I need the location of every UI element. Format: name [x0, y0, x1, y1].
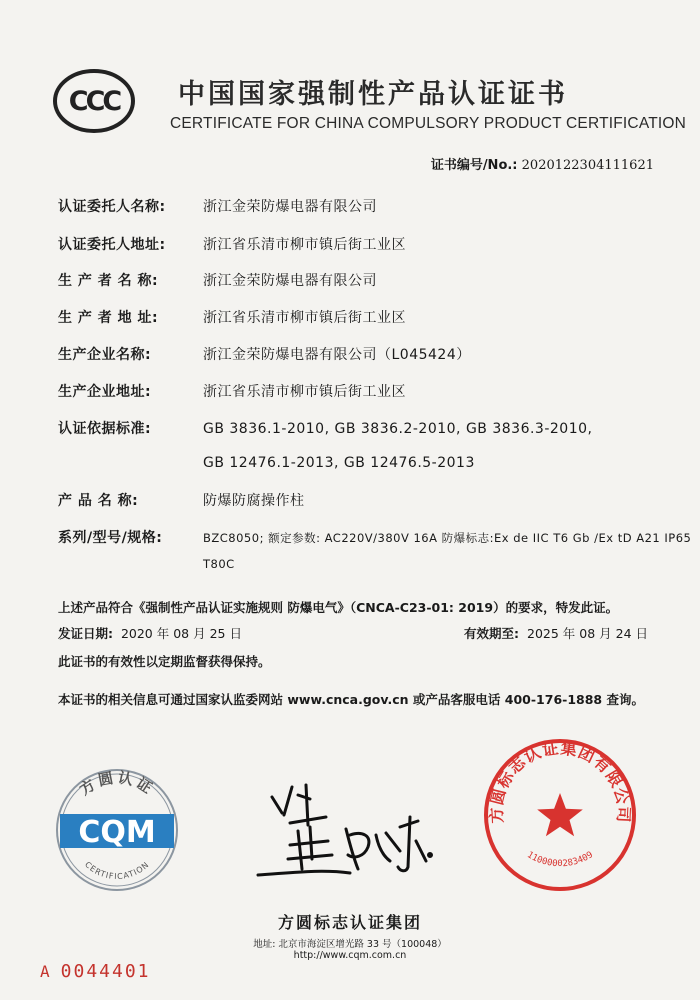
- cqm-letters: CQM: [78, 815, 156, 850]
- seal-code: 1100000283409: [525, 850, 595, 870]
- certificate-number-value: 2020122304111621: [521, 158, 654, 173]
- certificate-number-label: 证书编号/No.:: [430, 158, 518, 173]
- field-manufacturer-name: [58, 270, 377, 290]
- official-seal: [480, 735, 640, 895]
- cqm-logo: [52, 762, 182, 897]
- issuer-name: 方圆标志认证集团: [277, 913, 422, 932]
- svg-text:方圆认证: [76, 768, 158, 798]
- query-note: 本证书的相关信息可通过国家认监委网站 www.cnca.gov.cn 或产品客服电话 400-176-1888 查询。: [58, 692, 644, 707]
- field-label: 生 产 者 地 址:: [58, 310, 159, 326]
- serial-value: 0044401: [60, 961, 151, 982]
- field-label: 生 产 者 名 称:: [58, 273, 159, 289]
- validity-note: 此证书的有效性以定期监督获得保持。: [58, 654, 271, 669]
- field-label: 认证依据标准:: [58, 421, 152, 437]
- field-label: 产 品 名 称:: [58, 493, 139, 509]
- serial-prefix: A: [40, 962, 51, 981]
- issue-date-label: 发证日期:: [58, 626, 113, 641]
- issuer-address: 地址: 北京市海淀区增光路 33 号（100048）: [253, 939, 447, 950]
- certificate-number: [431, 154, 654, 173]
- expiry-date-value: 2025 年 08 月 24 日: [527, 626, 648, 641]
- title-english: CERTIFICATE FOR CHINA COMPULSORY PRODUCT CERTIFICATION: [170, 115, 687, 132]
- field-label: 生产企业地址:: [58, 384, 152, 400]
- issue-date: [58, 624, 242, 642]
- expiry-date: [464, 624, 648, 642]
- field-value: 浙江金荣防爆电器有限公司: [203, 273, 377, 289]
- compliance-statement: 上述产品符合《强制性产品认证实施规则 防爆电气》（CNCA-C23-01: 2019）的要求，特发此证。: [58, 600, 619, 615]
- field-standards-continued: GB 12476.1-2013, GB 12476.5-2013: [203, 455, 475, 471]
- field-value: BZC8050; 额定参数: AC220V/380V 16A 防爆标志:Ex de IIC T6 Gb /Ex tD A21 IP65: [203, 531, 692, 545]
- title-chinese: 中国国家强制性产品认证证书: [178, 79, 568, 110]
- svg-text:1100000283409: [525, 850, 595, 869]
- field-manufacturer-address: [58, 307, 406, 327]
- field-label: 生产企业名称:: [58, 347, 152, 363]
- field-value: 浙江省乐清市柳市镇后街工业区: [203, 310, 406, 326]
- signature: [250, 775, 440, 885]
- field-value: 浙江金荣防爆电器有限公司: [203, 199, 377, 215]
- field-label: 系列/型号/规格:: [58, 530, 163, 546]
- field-model-spec: [58, 527, 691, 547]
- field-product-name: [58, 490, 305, 510]
- seal-text: 方圆标志认证集团有限公司: [486, 738, 634, 824]
- ccc-logo: [52, 68, 136, 134]
- field-value: GB 3836.1-2010, GB 3836.2-2010, GB 3836.3-2010,: [203, 421, 593, 437]
- field-value: 浙江金荣防爆电器有限公司（L045424）: [203, 347, 471, 363]
- field-applicant-name: [58, 196, 377, 216]
- field-factory-address: [58, 381, 406, 401]
- issue-date-value: 2020 年 08 月 25 日: [120, 626, 242, 641]
- seal-star-icon: [537, 793, 583, 836]
- issuer-url: http://www.cqm.com.cn: [293, 950, 407, 961]
- field-label: 认证委托人地址:: [58, 237, 166, 253]
- svg-text:CERTIFICATION: [83, 860, 151, 881]
- field-label: 认证委托人名称:: [58, 199, 166, 215]
- field-value: 防爆防腐操作柱: [203, 493, 305, 509]
- cqm-top-text: 方圆认证: [76, 768, 158, 799]
- field-model-spec-continued: T80C: [203, 557, 235, 571]
- ccc-logo-text: CCC: [68, 86, 120, 117]
- field-applicant-address: [58, 234, 406, 254]
- expiry-date-label: 有效期至:: [464, 626, 520, 641]
- field-factory-name: [58, 344, 471, 364]
- cqm-bottom-text: CERTIFICATION: [82, 859, 152, 882]
- serial-number: [40, 961, 151, 982]
- field-value: 浙江省乐清市柳市镇后街工业区: [203, 384, 406, 400]
- field-standards: [58, 418, 592, 438]
- field-value: 浙江省乐清市柳市镇后街工业区: [203, 237, 406, 253]
